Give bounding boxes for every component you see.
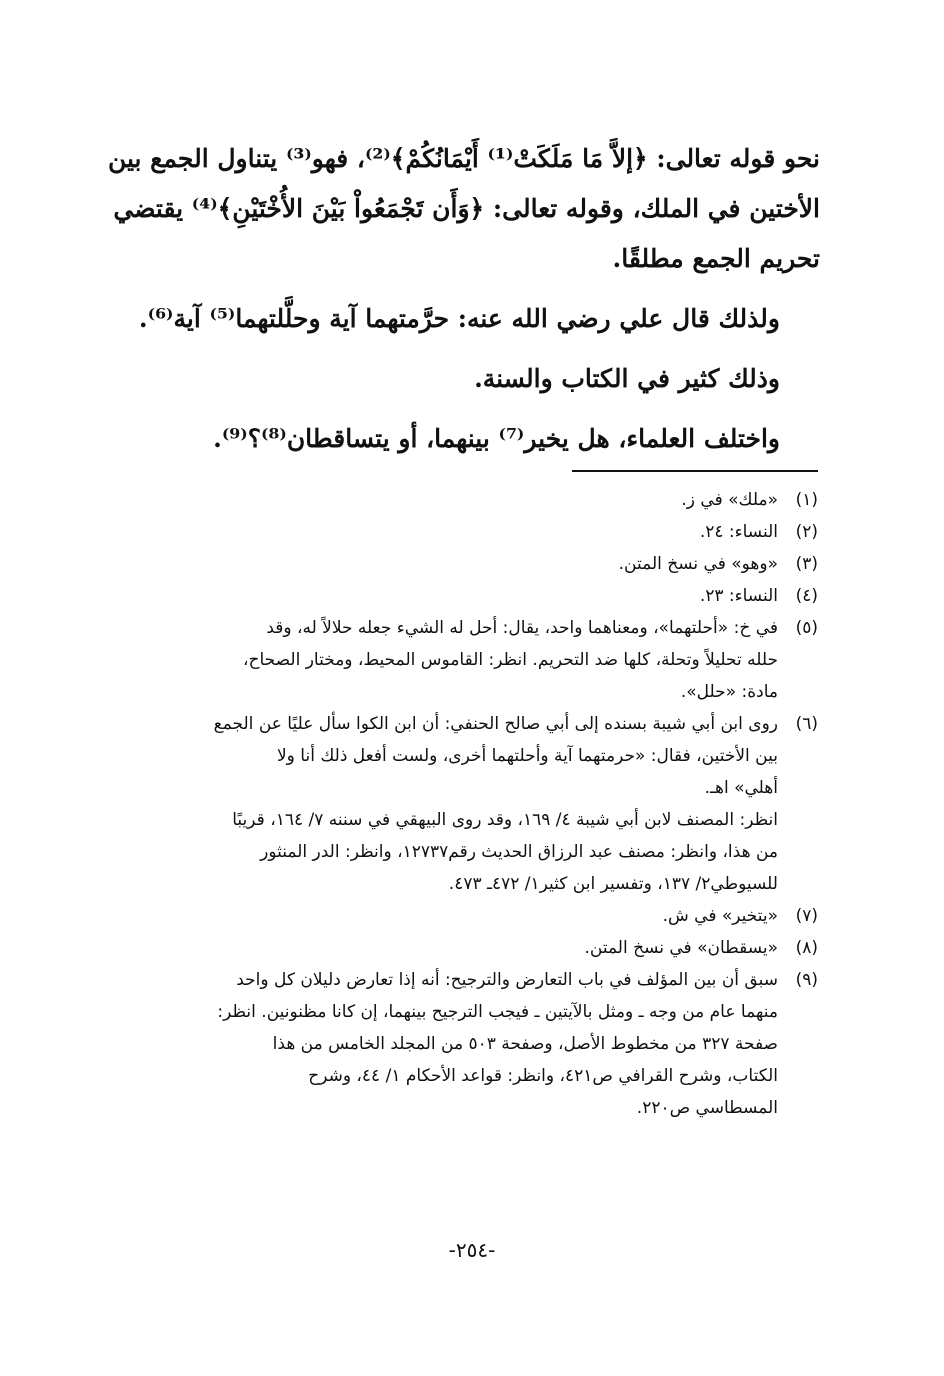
footnote-line: «يسقطان» في نسخ المتن. [584, 938, 778, 958]
footnote-6 [104, 708, 818, 900]
main-text-line-1: نحو قوله تعالى: ﴿إلاَّ مَا مَلَكَتْ⁽¹⁾ أَيْمَانُكُمْ﴾⁽²⁾، فهو⁽³⁾ يتناول الجمع بين [107, 144, 820, 173]
footnote-line: «يتخير» في ش. [662, 906, 778, 926]
footnote-line: النساء: ٢٣. [699, 586, 778, 606]
footnote-line: «ملك» في ز. [681, 490, 778, 510]
footnote-number: (٣) [795, 554, 818, 574]
footnote-number: (٨) [795, 938, 818, 958]
footnote-text [104, 580, 778, 612]
footnote-9 [104, 964, 818, 1124]
main-text-line-4: ولذلك قال علي رضي الله عنه: حرَّمتهما آية وحلَّلتهما⁽⁵⁾ آية⁽⁶⁾. [138, 304, 780, 333]
footnote-text [104, 708, 778, 900]
footnote-line: من هذا، وانظر: مصنف عبد الرزاق الحديث رقم١٢٧٣٧، وانظر: الدر المنثور [260, 842, 778, 862]
footnote-text [104, 612, 778, 708]
footnote-number: (٤) [795, 586, 818, 606]
footnote-number: (٩) [795, 970, 818, 990]
footnote-number: (٧) [795, 906, 818, 926]
footnote-text [104, 932, 778, 964]
footnote-1 [104, 484, 818, 516]
main-text-line-2: الأختين في الملك، وقوله تعالى: ﴿وَأَن تَجْمَعُواْ بَيْنَ الأُخْتَيْنِ﴾⁽⁴⁾ يقتضي [113, 194, 820, 223]
footnote-number: (١) [795, 490, 818, 510]
footnote-line: في خ: «أحلتهما»، ومعناهما واحد، يقال: أحل له الشيء جعله حلالاً له، وقد [266, 618, 778, 638]
footnote-3 [104, 548, 818, 580]
footnote-line: روى ابن أبي شيبة بسنده إلى أبي صالح الحنفي: أن ابن الكوا سأل عليًا عن الجمع [213, 714, 778, 734]
footnote-line: المسطاسي ص٢٢٠. [636, 1098, 778, 1118]
footnote-line: مادة: «حلل». [680, 682, 778, 702]
footnote-line: بين الأختين، فقال: «حرمتهما آية وأحلتهما أخرى، ولست أفعل ذلك أنا ولا [276, 746, 778, 766]
footnote-8 [104, 932, 818, 964]
footnote-line: حلله تحليلاً وتحلة، كلها ضد التحريم. انظر: القاموس المحيط، ومختار الصحاح، [243, 650, 778, 670]
footnote-text [104, 484, 778, 516]
footnote-5 [104, 612, 818, 708]
footnote-4 [104, 580, 818, 612]
footnote-line: الكتاب، وشرح القرافي ص٤٢١، وانظر: قواعد الأحكام ١/ ٤٤، وشرح [308, 1066, 778, 1086]
footnote-line: صفحة ٣٢٧ من مخطوط الأصل، وصفحة ٥٠٣ من المجلد الخامس من هذا [272, 1034, 778, 1054]
footnote-line: منهما عام من وجه ـ ومثل بالآيتين ـ فيجب الترجيح بينهما، إن كانا مظنونين. انظر: [217, 1002, 778, 1022]
footnote-line: للسيوطي٢/ ١٣٧، وتفسير ابن كثير١/ ٤٧٢ـ ٤٧٣. [448, 874, 778, 894]
footnote-line: سبق أن بين المؤلف في باب التعارض والترجيح: أنه إذا تعارض دليلان كل واحد [236, 970, 778, 990]
footnote-text [104, 900, 778, 932]
footnote-line: أهلي» اهـ. [704, 778, 778, 798]
footnote-number: (٦) [795, 714, 818, 734]
main-text-line-6: واختلف العلماء، هل يخير⁽⁷⁾ بينهما، أو يتساقطان⁽⁸⁾؟⁽⁹⁾. [213, 424, 780, 453]
footnote-number: (٢) [795, 522, 818, 542]
main-text-line-3: تحريم الجمع مطلقًا. [612, 244, 820, 273]
footnote-line: انظر: المصنف لابن أبي شيبة ٤/ ١٦٩، وقد روى البيهقي في سننه ٧/ ١٦٤، قريبًا [232, 810, 778, 830]
footnote-2 [104, 516, 818, 548]
footnote-text [104, 964, 778, 1124]
footnote-7 [104, 900, 818, 932]
footnotes-section [104, 484, 818, 1124]
footnote-line: النساء: ٢٤. [699, 522, 778, 542]
footnote-text [104, 548, 778, 580]
footnote-line: «وهو» في نسخ المتن. [618, 554, 778, 574]
footnote-separator [572, 470, 818, 472]
main-text-line-5: وذلك كثير في الكتاب والسنة. [474, 364, 780, 393]
footnote-number: (٥) [795, 618, 818, 638]
footnote-text [104, 516, 778, 548]
page-number: -٢٥٤- [448, 1238, 496, 1262]
